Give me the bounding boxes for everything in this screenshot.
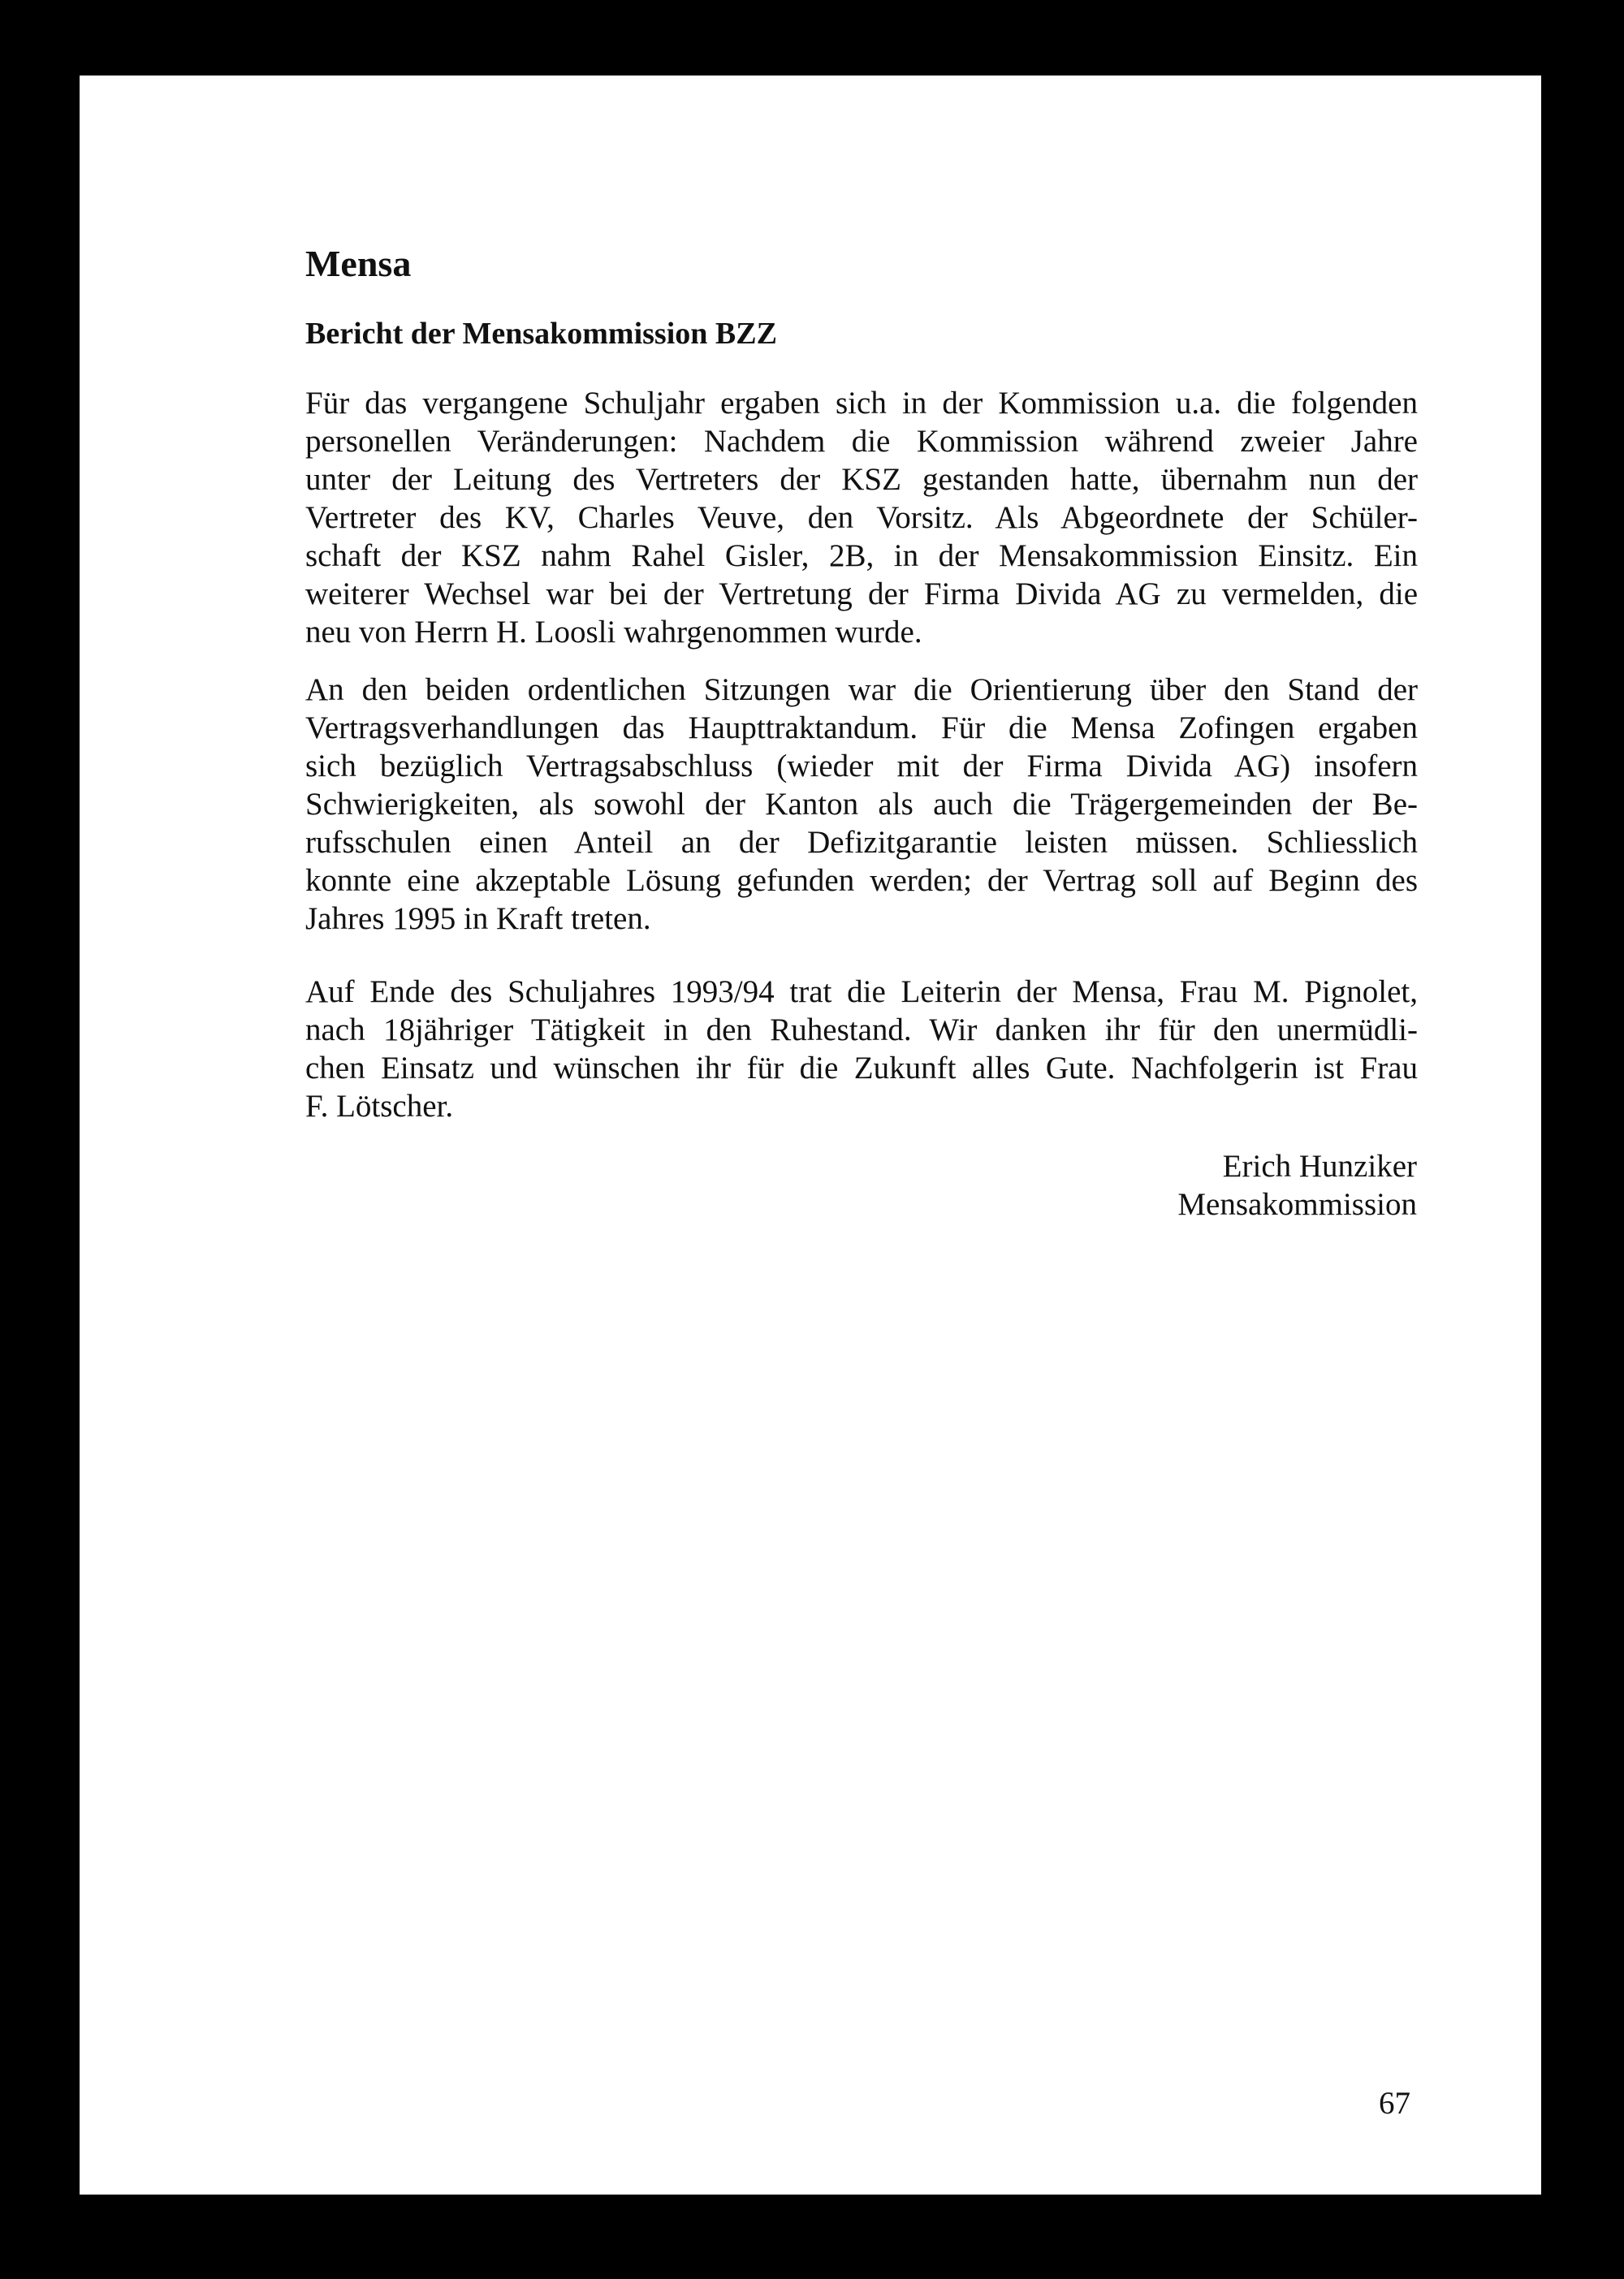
text-line: neu von Herrn H. Loosli wahrgenommen wurde. [305,615,922,650]
text-line: weiterer Wechsel war bei der Vertretung der Firma Divida AG zu vermelden, die [305,576,1418,611]
signature-role: Mensakommission [1177,1187,1417,1222]
paragraph-1 [305,384,1418,651]
text-line: schaft der KSZ nahm Rahel Gisler, 2B, in der Mensakommission Einsitz. Ein [305,538,1418,573]
section-heading: Bericht der Mensakommission BZZ [305,317,777,351]
signature-name: Erich Hunziker [1222,1149,1417,1184]
paragraph-3 [305,973,1418,1125]
document-page [80,76,1541,2195]
signature-block [1177,1147,1417,1224]
paragraph-2 [305,671,1418,938]
text-line: Schwierigkeiten, als sowohl der Kanton als auch die Trägergemeinden der Be- [305,787,1418,822]
text-line: rufsschulen einen Anteil an der Defizitgarantie leisten müssen. Schliesslich [305,825,1418,860]
text-line: Jahres 1995 in Kraft treten. [305,901,651,936]
text-line: konnte eine akzeptable Lösung gefunden werden; der Vertrag soll auf Beginn des [305,863,1418,898]
text-line: nach 18jähriger Tätigkeit in den Ruhestand. Wir danken ihr für den unermüdli- [305,1012,1418,1047]
page-number: 67 [1379,2086,1410,2121]
text-line: Vertragsverhandlungen das Haupttraktandum. Für die Mensa Zofingen ergaben [305,710,1418,745]
text-line: F. Lötscher. [305,1089,454,1124]
text-line: Auf Ende des Schuljahres 1993/94 trat die Leiterin der Mensa, Frau M. Pignolet, [305,974,1418,1009]
text-line: Vertreter des KV, Charles Veuve, den Vorsitz. Als Abgeordnete der Schüler- [305,500,1418,535]
text-line: chen Einsatz und wünschen ihr für die Zukunft alles Gute. Nachfolgerin ist Frau [305,1051,1418,1086]
text-line: personellen Veränderungen: Nachdem die Kommission während zweier Jahre [305,424,1418,459]
text-line: Für das vergangene Schuljahr ergaben sich in der Kommission u.a. die folgenden [305,386,1418,421]
text-line: An den beiden ordentlichen Sitzungen war die Orientierung über den Stand der [305,672,1418,707]
text-line: sich bezüglich Vertragsabschluss (wieder mit der Firma Divida AG) insofern [305,749,1418,783]
page-title: Mensa [305,243,412,284]
text-line: unter der Leitung des Vertreters der KSZ gestanden hatte, übernahm nun der [305,462,1418,497]
